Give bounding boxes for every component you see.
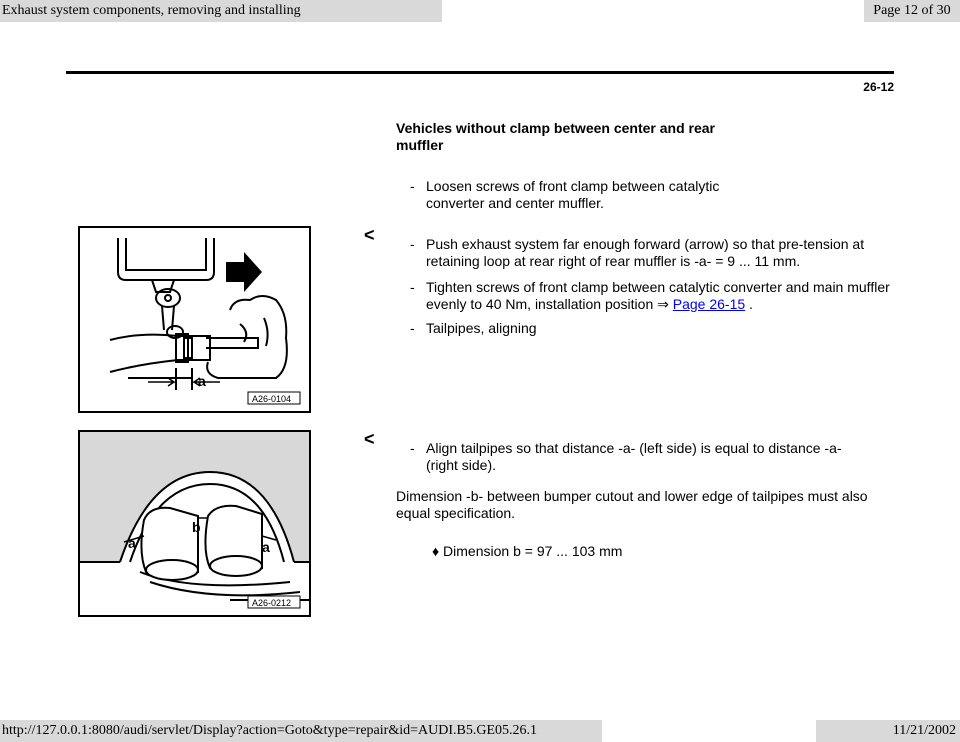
step-loosen-screws [410, 178, 740, 212]
step-tighten-screws [410, 279, 890, 313]
link-arrow-icon: ⇒ [657, 296, 669, 312]
figure-label-a: a [198, 373, 206, 389]
step-push-exhaust [410, 236, 890, 270]
dimension-paragraph: Dimension -b- between bumper cutout and lower edge of tailpipes must also equal specification. [396, 488, 868, 521]
step-text-end: . [745, 296, 753, 312]
document-title: Exhaust system components, removing and installing [0, 0, 442, 22]
step-dash: - [410, 236, 415, 252]
figure-code: A26-0104 [252, 394, 292, 404]
step-dash: - [410, 320, 415, 336]
spec-item [432, 543, 622, 560]
section-heading: Vehicles without clamp between center and rear muffler [396, 120, 715, 153]
figure-label-a-left: a [128, 535, 136, 551]
figure-retaining-loop [78, 226, 311, 413]
step-text: Align tailpipes so that distance -a- (left side) is equal to distance -a- (right side). [426, 440, 842, 473]
step-text: Tighten screws of front clamp between catalytic converter and main muffler evenly to 40 Nm, installation position [426, 279, 890, 312]
footer-url[interactable]: http://127.0.0.1:8080/audi/servlet/Display?action=Goto&type=repair&id=AUDI.B5.GE05.26.1 [0, 720, 602, 742]
step-text: Push exhaust system far enough forward (arrow) so that pre-tension at retaining loop at rear right of rear muffler is -a- = 9 ... 11 mm. [426, 236, 865, 269]
step-text: Loosen screws of front clamp between catalytic converter and center muffler. [426, 178, 720, 211]
see-figure-arrow-icon: < [364, 225, 375, 245]
spec-text: Dimension b = 97 ... 103 mm [443, 543, 623, 559]
top-rule [66, 71, 894, 74]
figure-label-b: b [192, 519, 201, 535]
step-dash: - [410, 279, 415, 295]
figure-tailpipes [78, 430, 311, 617]
step-dash: - [410, 178, 415, 194]
step-dash: - [410, 440, 415, 456]
page-indicator: Page 12 of 30 [864, 0, 960, 22]
page-number: 26-12 [863, 80, 894, 94]
diamond-bullet-icon: ♦ [432, 543, 440, 559]
step-tailpipes-aligning [410, 320, 890, 337]
figure-code: A26-0212 [252, 598, 292, 608]
step-text: Tailpipes, aligning [426, 320, 537, 336]
see-figure-arrow-icon: < [364, 429, 375, 449]
figure-label-a-right: a [262, 539, 270, 555]
step-align-tailpipes [410, 440, 870, 474]
footer-date: 11/21/2002 [816, 720, 960, 742]
page-link[interactable]: Page 26-15 [672, 296, 746, 312]
